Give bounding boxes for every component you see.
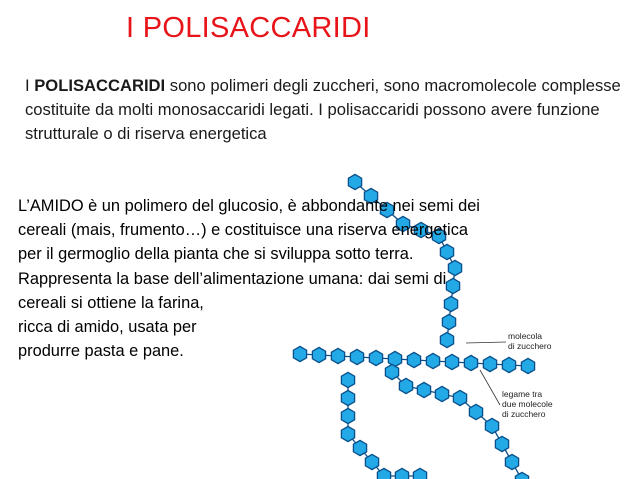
glucose-hexagon-icon (348, 174, 361, 189)
intro-prefix: I (25, 76, 35, 95)
amido-line: per il germoglio della pianta che si sviluppa sotto terra. (18, 245, 414, 264)
label-bond-line1: legame tra (502, 389, 543, 399)
glucose-hexagon-icon (485, 418, 498, 433)
page-title: I POLISACCARIDI (126, 12, 371, 44)
glucose-hexagon-icon (341, 408, 354, 423)
glucose-hexagon-icon (495, 436, 508, 451)
label-bond-line2: due molecole (502, 399, 553, 409)
glucose-hexagon-icon (395, 468, 408, 479)
glucose-hexagon-icon (399, 378, 412, 393)
amido-line: cereali si ottiene la farina, (18, 293, 204, 312)
glucose-hexagon-icon (515, 472, 528, 479)
glucose-hexagon-icon (341, 390, 354, 405)
intro-text: sono polimeri degli zuccheri, sono macromolecole complesse costituite da molti monosaccaridi legati. I polisaccaridi possono avere funzione strutturale o di riserva energetica (25, 76, 621, 143)
glucose-hexagon-icon (413, 468, 426, 479)
amido-line: cereali (mais, frumento…) e costituisce una riserva energetica (18, 221, 469, 240)
label-bond-line3: di zucchero (502, 409, 546, 419)
glucose-hexagon-icon (365, 454, 378, 469)
intro-bold-term: POLISACCARIDI (34, 76, 166, 95)
glucose-hexagon-icon (453, 390, 466, 405)
amido-paragraph (18, 194, 630, 363)
glucose-hexagon-icon (435, 386, 448, 401)
pointer-bond (480, 370, 500, 405)
glucose-hexagon-icon (505, 454, 518, 469)
amido-line: ricca di amido, usata per (18, 318, 197, 337)
amido-line: produrre pasta e pane. (18, 342, 184, 361)
glucose-hexagon-icon (469, 404, 482, 419)
amido-line: L’AMIDO è un polimero del glucosio, è abbondante nei semi dei (18, 197, 480, 215)
glucose-hexagon-icon (353, 440, 366, 455)
glucose-hexagon-icon (385, 364, 398, 379)
glucose-hexagon-icon (341, 426, 354, 441)
glucose-hexagon-icon (417, 382, 430, 397)
amido-line: Rappresenta la base dell’alimentazione umana: dai semi di (18, 269, 447, 288)
label-molecule-line1: molecola (508, 331, 543, 341)
label-molecule-line2: di zucchero (508, 341, 552, 351)
glucose-hexagon-icon (341, 372, 354, 387)
